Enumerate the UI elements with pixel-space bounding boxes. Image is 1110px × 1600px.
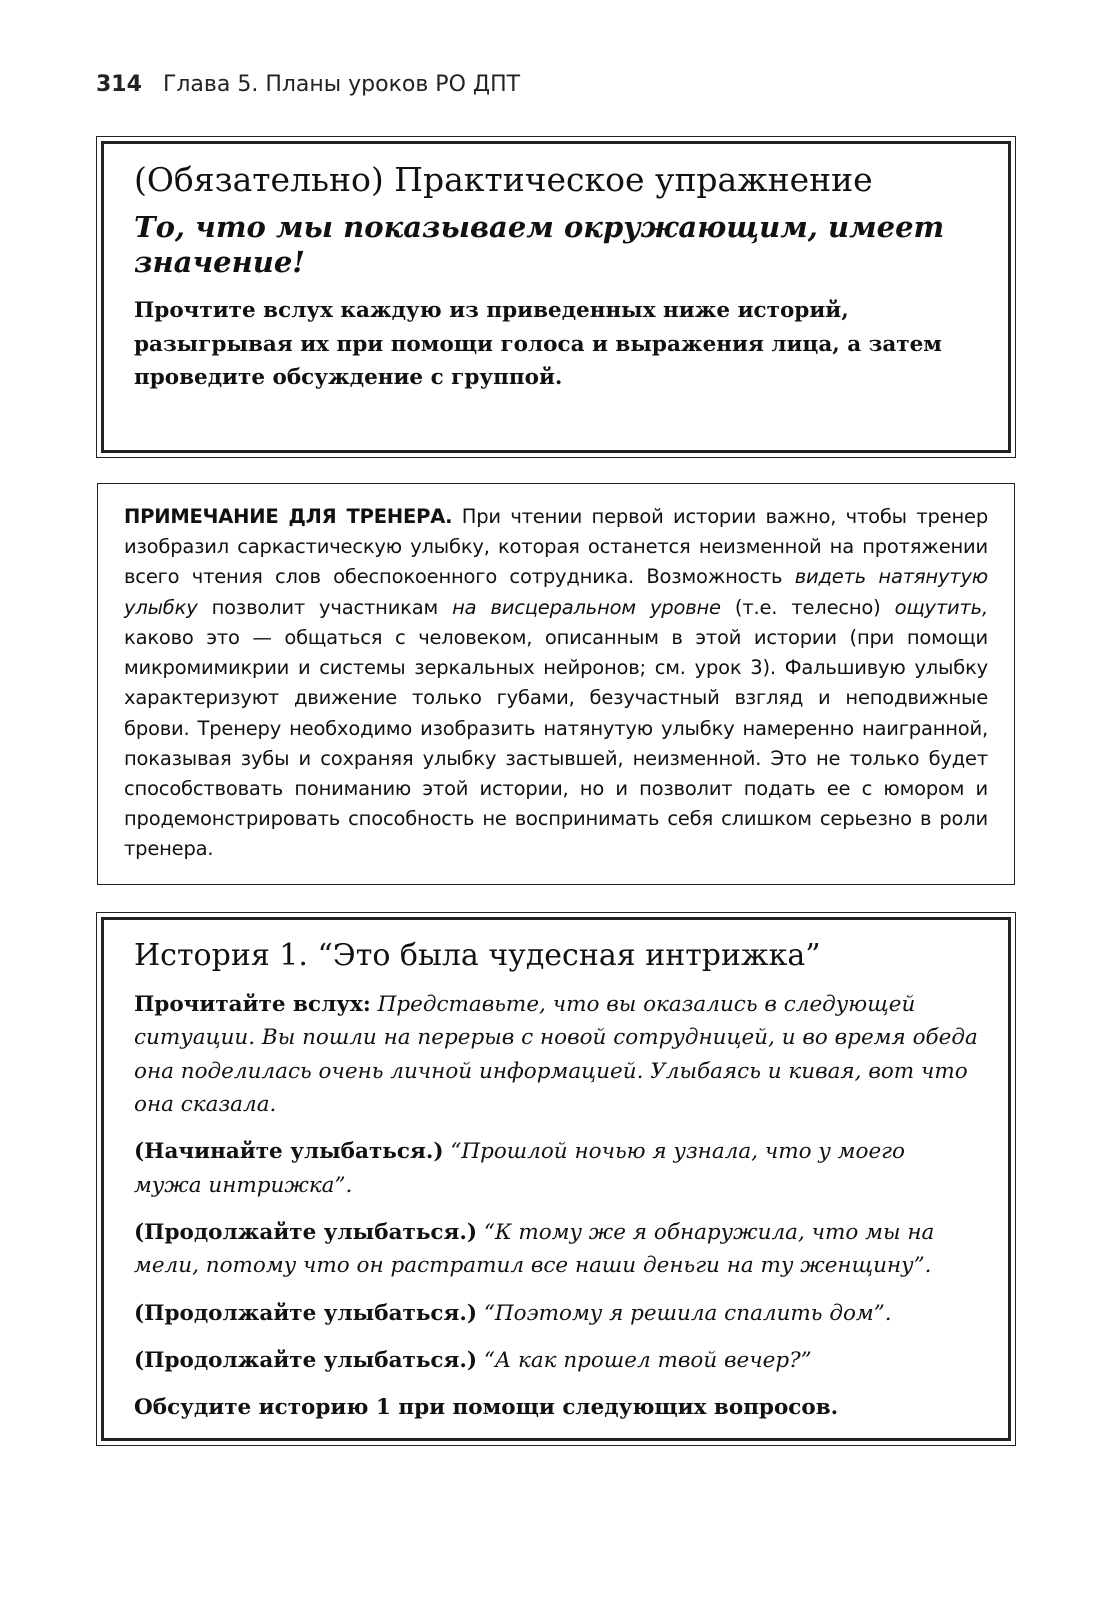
trainer-note-text-2: позволит участникам: [197, 595, 453, 619]
exercise-title: (Обязательно) Практическое упражнение: [134, 160, 873, 199]
trainer-note-italic-1: видеть натянутую улыбку: [124, 565, 988, 619]
story-line: [134, 1297, 978, 1330]
story-read-aloud: [134, 988, 978, 1121]
story-line-cue: (Начинайте улыбаться.): [134, 1139, 444, 1165]
story-line-quote: “А как прошел твой вечер?”: [477, 1347, 812, 1373]
story-discuss-text: Обсудите историю 1 при помощи следующих вопросов.: [134, 1395, 839, 1421]
trainer-note-text-4: каково это — общаться с человеком, описанным в этой истории (при помощи микромимикрии и системы зеркальных нейронов; см. урок 3). Фальшивую улыбку характеризуют движение только губами, безучастный взгляд и неподвижные брови. Тренеру необходимо изобразить натянутую улыбку намеренно наигранной, показывая зубы и сохраняя улыбку застывшей, неизменной. Это не только будет способствовать пониманию этой истории, но и позволит подать ее с юмором и продемонстрировать способность не воспринимать себя слишком серьезно в роли тренера.: [124, 625, 988, 861]
story-line-cue: (Продолжайте улыбаться.): [134, 1347, 478, 1373]
story-line: [134, 1216, 978, 1283]
story-line-quote: “Поэтому я решила спалить дом”.: [477, 1300, 892, 1326]
story-line-cue: (Продолжайте улыбаться.): [134, 1219, 478, 1245]
exercise-box: [96, 136, 1016, 458]
story-line: [134, 1344, 978, 1377]
trainer-note-text-1: При чтении первой истории важно, чтобы тренер изобразил саркастическую улыбку, которая останется неизменной на протяжении всего чтения слов обеспокоенного сотрудника. Возможность: [124, 505, 988, 589]
read-aloud-label: Прочитайте вслух:: [134, 992, 371, 1017]
read-aloud-text: Представьте, что вы оказались в следующей ситуации. Вы пошли на перерыв с новой сотрудницей, и во время обеда она поделилась очень личной информацией. Улыбаясь и кивая, вот что она сказала.: [134, 992, 978, 1117]
exercise-instruction: Прочтите вслух каждую из приведенных ниже историй, разыгрывая их при помощи голоса и выражения лица, а затем проведите обсуждение с группой.: [134, 298, 942, 390]
story-title: История 1. “Это была чудесная интрижка”: [134, 938, 821, 973]
story-line-cue: (Продолжайте улыбаться.): [134, 1300, 478, 1326]
story-box-inner: [101, 917, 1011, 1441]
page-number: 314: [96, 72, 142, 97]
exercise-box-inner: [101, 141, 1011, 453]
story-line: [134, 1135, 978, 1202]
story-line-quote: “К тому же я обнаружила, что мы на мели, потому что он растратил все наши деньги на ту женщину”.: [134, 1219, 935, 1279]
story-box: [96, 912, 1016, 1446]
trainer-note-paragraph: [124, 502, 988, 865]
trainer-note-italic-2: на висцеральном уровне: [452, 595, 721, 619]
story-discuss: [134, 1391, 978, 1424]
trainer-note-label: ПРИМЕЧАНИЕ ДЛЯ ТРЕНЕРА.: [124, 505, 453, 528]
trainer-note-italic-3: ощутить,: [894, 595, 988, 619]
running-title: Глава 5. Планы уроков РО ДПТ: [162, 72, 521, 97]
trainer-note-text-3: (т.е. телесно): [720, 595, 895, 619]
exercise-subtitle: То, что мы показываем окружающим, имеет значение!: [134, 209, 945, 279]
story-line-quote: “Прошлой ночью я узнала, что у моего мужа интрижка”.: [134, 1139, 905, 1198]
running-header: [96, 72, 520, 97]
trainer-note-box: [97, 483, 1015, 885]
